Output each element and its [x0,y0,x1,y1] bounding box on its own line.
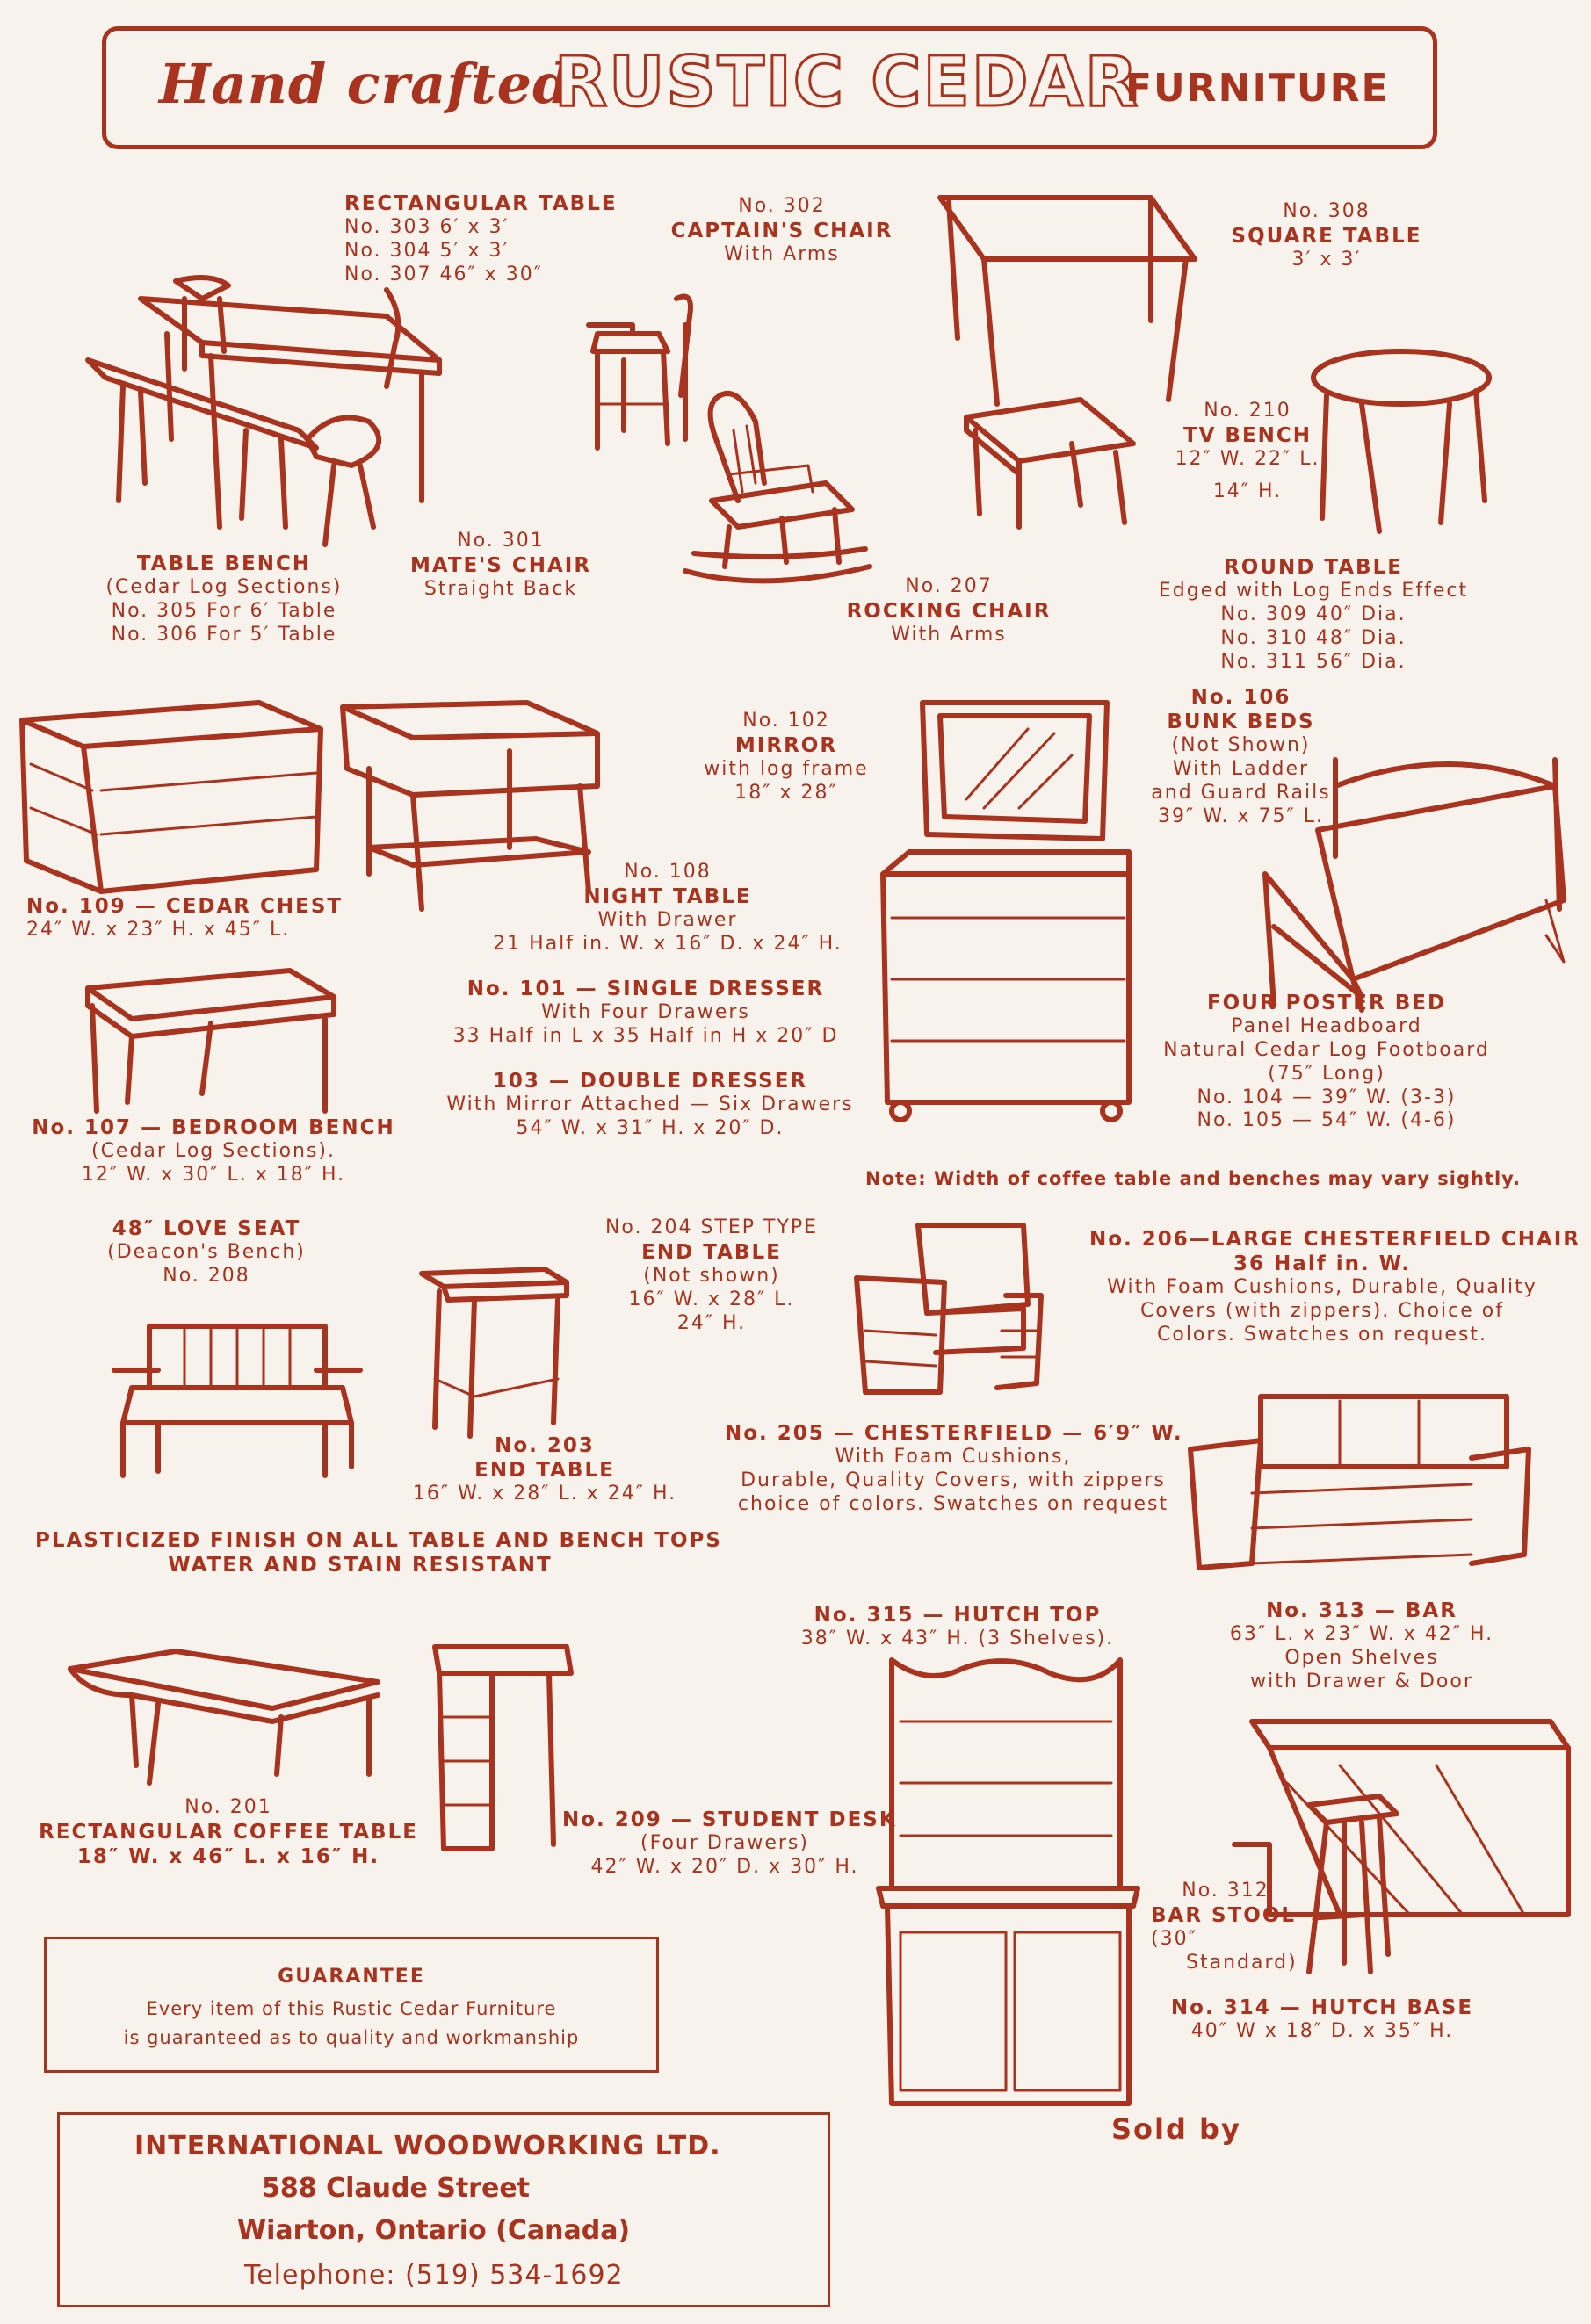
bar-stool-caption: No. 312 BAR STOOL (30″ Standard) [1151,1880,1298,1974]
rocking-chair-caption: No. 207 ROCKING CHAIR With Arms [846,575,1052,646]
company-phone: Telephone: (519) 534-1692 [244,2260,624,2291]
header-hand-crafted: Hand crafted [159,52,572,116]
large-chair-caption: No. 206—LARGE CHESTERFIELD CHAIR 36 Half in. W. With Foam Cushions, Durable, Quality Covers (with zippers). Choice of Colors. Swatches on request. [1089,1228,1581,1346]
guarantee-box [44,1937,659,2073]
company-name: INTERNATIONAL WOODWORKING LTD. [134,2131,721,2162]
width-note: Note: Width of coffee table and benches may vary sightly. [865,1168,1521,1189]
round-table-caption: ROUND TABLE Edged with Log Ends Effect No. 309 40″ Dia. No. 310 48″ Dia. No. 311 56″ Dia. [1158,556,1469,673]
bedroom-bench-caption: No. 107 — BEDROOM BENCH (Cedar Log Sections). 12″ W. x 30″ L. x 18″ H. [32,1116,395,1186]
tv-bench-caption: No. 210 TV BENCH 12″ W. 22″ L. 14″ H. [1175,400,1320,502]
company-street: 588 Claude Street [262,2173,531,2204]
square-table-illustration [931,189,1204,408]
mirror-illustration [914,694,1116,843]
rocking-chair-illustration [676,386,879,588]
mirror-caption: No. 102 MIRROR with log frame 18″ x 28″ [704,710,869,804]
student-desk-illustration [426,1638,575,1858]
sold-by: Sold by [1111,2112,1241,2146]
hutch-base-caption: No. 314 — HUTCH BASE 40″ W x 18″ D. x 35″ H. [1170,1996,1474,2043]
guarantee-line2: is guaranteed as to quality and workmanship [123,2027,580,2048]
cedar-chest-caption: No. 109 — CEDAR CHEST 24″ W. x 23″ H. x 45″ L. [26,895,344,942]
end-table-illustration [413,1265,571,1440]
company-box [57,2112,830,2307]
cedar-chest-illustration [13,694,325,896]
guarantee-title: GUARANTEE [278,1966,425,1988]
bar-caption: No. 313 — BAR 63″ L. x 23″ W. x 42″ H. Open Shelves with Drawer & Door [1229,1599,1494,1692]
hutch-illustration [874,1651,1146,2112]
double-dresser-caption: 103 — DOUBLE DRESSER With Mirror Attached — Six Drawers 54″ W. x 31″ H. x 20″ D. [446,1070,854,1139]
coffee-table-illustration [53,1642,387,1792]
love-seat-caption: 48″ LOVE SEAT (Deacon's Bench) No. 208 [107,1217,306,1287]
chesterfield-caption: No. 205 — CHESTERFIELD — 6′9″ W. With Foam Cushions, Durable, Quality Covers, with zippers choice of colors. Swatches on request [725,1422,1183,1515]
square-table-caption: No. 308 SQUARE TABLE 3′ x 3′ [1231,200,1422,271]
plasticized-note: PLASTICIZED FINISH ON ALL TABLE AND BENCH TOPS WATER AND STAIN RESISTANT [35,1529,722,1577]
four-poster-bed-caption: FOUR POSTER BED Panel Headboard Natural Cedar Log Footboard (75″ Long) No. 104 — 39″ W. (3-3) No. 105 — 54″ W. (4-6) [1163,992,1490,1132]
night-table-caption: No. 108 NIGHT TABLE With Drawer 21 Half in. W. x 16″ D. x 24″ H. [493,861,843,955]
company-city: Wiarton, Ontario (Canada) [237,2215,631,2246]
love-seat-illustration [105,1309,369,1484]
single-dresser-caption: No. 101 — SINGLE DRESSER With Four Drawers 33 Half in L x 35 Half in H x 20″ D [452,978,839,1047]
student-desk-caption: No. 209 — STUDENT DESK (Four Drawers) 42″ W. x 20″ D. x 30″ H. [562,1808,897,1878]
table-bench-caption: TABLE BENCH (Cedar Log Sections) No. 305 For 6′ Table No. 306 For 5′ Table [105,552,343,646]
guarantee-line1: Every item of this Rustic Cedar Furniture [146,1998,557,2019]
header-furniture: FURNITURE [1125,66,1390,111]
mates-chair-caption: No. 301 MATE'S CHAIR Straight Back [409,530,592,600]
rect-table-caption: RECTANGULAR TABLE No. 303 6′ x 3′ No. 304 5′ x 3′ No. 307 46″ x 30″ [344,192,618,285]
header-banner [102,26,1437,149]
chesterfield-sofa-illustration [1182,1388,1533,1572]
bedroom-bench-illustration [70,962,343,1120]
step-end-table-caption: No. 204 STEP TYPE END TABLE (Not shown) 16″ W. x 28″ L. 24″ H. [604,1216,819,1334]
end-table-caption: No. 203 END TABLE 16″ W. x 28″ L. x 24″ H. [412,1434,677,1505]
hutch-top-caption: No. 315 — HUTCH TOP 38″ W. x 43″ H. (3 Shelves). [800,1604,1115,1650]
bunk-beds-caption: No. 106 BUNK BEDS (Not Shown) With Ladder and Guard Rails 39″ W. x 75″ L. [1151,686,1331,827]
captains-chair-caption: No. 302 CAPTAIN'S CHAIR With Arms [670,195,893,265]
rectangular-table-illustration [70,263,492,545]
header-rustic-cedar: RUSTIC CEDAR [554,43,1139,122]
coffee-table-caption: No. 201 RECTANGULAR COFFEE TABLE 18″ W. x 46″ L. x 16″ H. [39,1796,418,1868]
chesterfield-chair-illustration [848,1216,1050,1401]
bar-stool-illustration [1291,1787,1406,1976]
tv-bench-illustration [949,391,1142,531]
